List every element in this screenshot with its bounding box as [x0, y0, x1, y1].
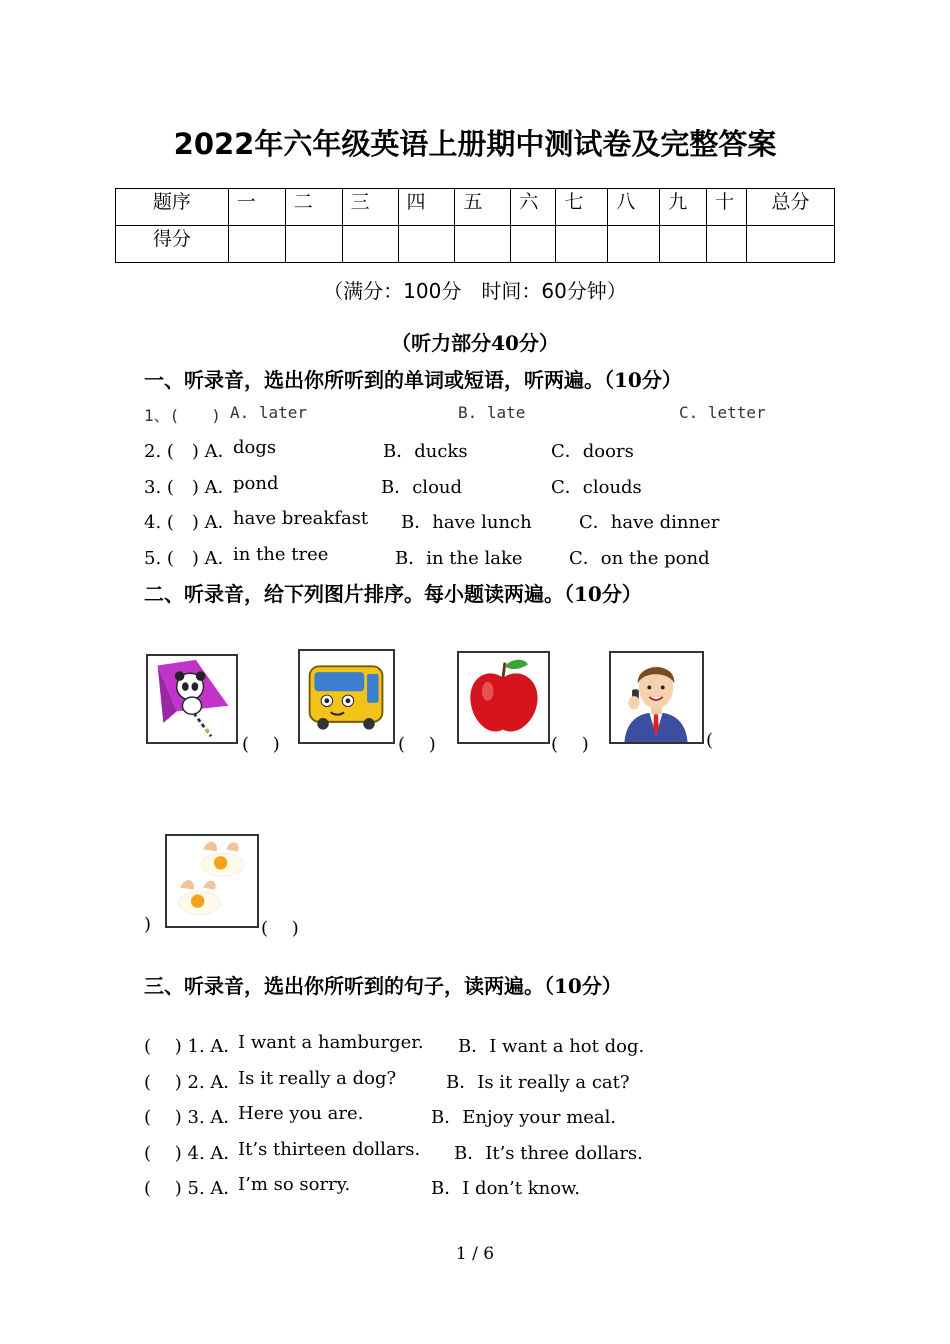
- question-number: 2. ( ) A．: [144, 441, 236, 462]
- order-blank[interactable]: ( ): [398, 734, 436, 755]
- option-c[interactable]: C．have dinner: [579, 512, 720, 533]
- option-a[interactable]: I’m so sorry.: [238, 1174, 351, 1195]
- score-header-cell: 十: [707, 189, 747, 226]
- question-number: 3. ( ) A．: [144, 477, 236, 498]
- option-b[interactable]: B．in the lake: [395, 548, 523, 569]
- option-b[interactable]: B．I want a hot dog.: [458, 1036, 645, 1057]
- score-header-cell: 一: [228, 189, 285, 226]
- option-a[interactable]: have breakfast: [233, 508, 369, 529]
- option-c[interactable]: C．clouds: [551, 477, 642, 498]
- option-a[interactable]: in the tree: [233, 544, 329, 565]
- order-blank-close[interactable]: ): [144, 914, 152, 935]
- section3-heading: 三、听录音，选出你所听到的句子，读两遍。（10分）: [144, 974, 622, 998]
- score-header-cell: 八: [608, 189, 660, 226]
- option-c[interactable]: C．on the pond: [569, 548, 710, 569]
- order-blank[interactable]: (: [706, 730, 714, 751]
- option-b[interactable]: B．ducks: [383, 441, 468, 462]
- phone-man-icon: [611, 653, 702, 742]
- score-header-cell: 七: [556, 189, 608, 226]
- score-header-cell: 题序: [116, 189, 229, 226]
- option-a[interactable]: A. later: [230, 403, 308, 422]
- question-number: ( ) 2. A．: [144, 1072, 242, 1093]
- question-number: 4. ( ) A．: [144, 512, 236, 533]
- question-number: ( ) 4. A．: [144, 1143, 242, 1164]
- option-b[interactable]: B．cloud: [381, 477, 463, 498]
- apple-icon: [459, 653, 548, 742]
- option-a[interactable]: dogs: [233, 437, 277, 458]
- score-cell[interactable]: [342, 226, 398, 263]
- score-cell[interactable]: [707, 226, 747, 263]
- option-a[interactable]: Is it really a dog?: [238, 1068, 397, 1089]
- question-number: 1、( ): [144, 406, 221, 425]
- question-number: ( ) 1. A．: [144, 1036, 242, 1057]
- score-header-cell: 总分: [747, 189, 835, 226]
- option-b[interactable]: B．Is it really a cat?: [446, 1072, 630, 1093]
- picture-apple: [457, 651, 550, 744]
- score-header-cell: 二: [285, 189, 342, 226]
- eggs-icon: [167, 836, 257, 926]
- question-number: ( ) 3. A．: [144, 1107, 242, 1128]
- order-blank[interactable]: ( ): [261, 918, 299, 939]
- score-table-header-row: [116, 189, 835, 226]
- page-title: 2022年六年级英语上册期中测试卷及完整答案: [173, 127, 777, 161]
- score-header-cell: 四: [398, 189, 455, 226]
- exam-info: （满分：100分 时间：60分钟）: [323, 279, 627, 303]
- picture-phone-man: [609, 651, 704, 744]
- score-table: [115, 188, 835, 263]
- option-b[interactable]: B．Enjoy your meal.: [431, 1107, 617, 1128]
- option-b[interactable]: B. late: [458, 403, 526, 422]
- score-cell[interactable]: [511, 226, 556, 263]
- section2-heading: 二、听录音，给下列图片排序。每小题读两遍。（10分）: [144, 582, 642, 606]
- option-a[interactable]: It’s thirteen dollars.: [238, 1139, 421, 1160]
- picture-kite: [146, 654, 238, 744]
- bus-icon: [300, 651, 393, 742]
- kite-icon: [148, 656, 236, 742]
- order-blank[interactable]: ( ): [551, 734, 589, 755]
- score-cell[interactable]: [660, 226, 707, 263]
- section1-heading: 一、听录音，选出你所听到的单词或短语，听两遍。（10分）: [144, 368, 682, 392]
- score-header-cell: 九: [660, 189, 707, 226]
- option-a[interactable]: pond: [233, 473, 279, 494]
- question-number: 5. ( ) A．: [144, 548, 236, 569]
- score-cell[interactable]: [455, 226, 511, 263]
- score-header-cell: 三: [342, 189, 398, 226]
- score-cell[interactable]: [398, 226, 455, 263]
- picture-eggs: [165, 834, 259, 928]
- picture-bus: [298, 649, 395, 744]
- order-blank[interactable]: ( ): [242, 734, 280, 755]
- score-header-cell: 六: [511, 189, 556, 226]
- score-cell[interactable]: [285, 226, 342, 263]
- option-c[interactable]: C. letter: [679, 403, 766, 422]
- score-row-label: 得分: [116, 226, 229, 263]
- score-cell[interactable]: [228, 226, 285, 263]
- score-header-cell: 五: [455, 189, 511, 226]
- option-b[interactable]: B．have lunch: [401, 512, 532, 533]
- option-b[interactable]: B．It’s three dollars.: [454, 1143, 643, 1164]
- score-cell[interactable]: [556, 226, 608, 263]
- option-a[interactable]: Here you are.: [238, 1103, 364, 1124]
- option-a[interactable]: I want a hamburger.: [238, 1032, 424, 1053]
- option-b[interactable]: B．I don’t know.: [431, 1178, 581, 1199]
- question-number: ( ) 5. A．: [144, 1178, 242, 1199]
- score-table-score-row: [116, 226, 835, 263]
- option-c[interactable]: C．doors: [551, 441, 634, 462]
- listening-header: （听力部分40分）: [391, 331, 559, 355]
- score-cell[interactable]: [747, 226, 835, 263]
- score-cell[interactable]: [608, 226, 660, 263]
- page-number: 1 / 6: [455, 1244, 495, 1264]
